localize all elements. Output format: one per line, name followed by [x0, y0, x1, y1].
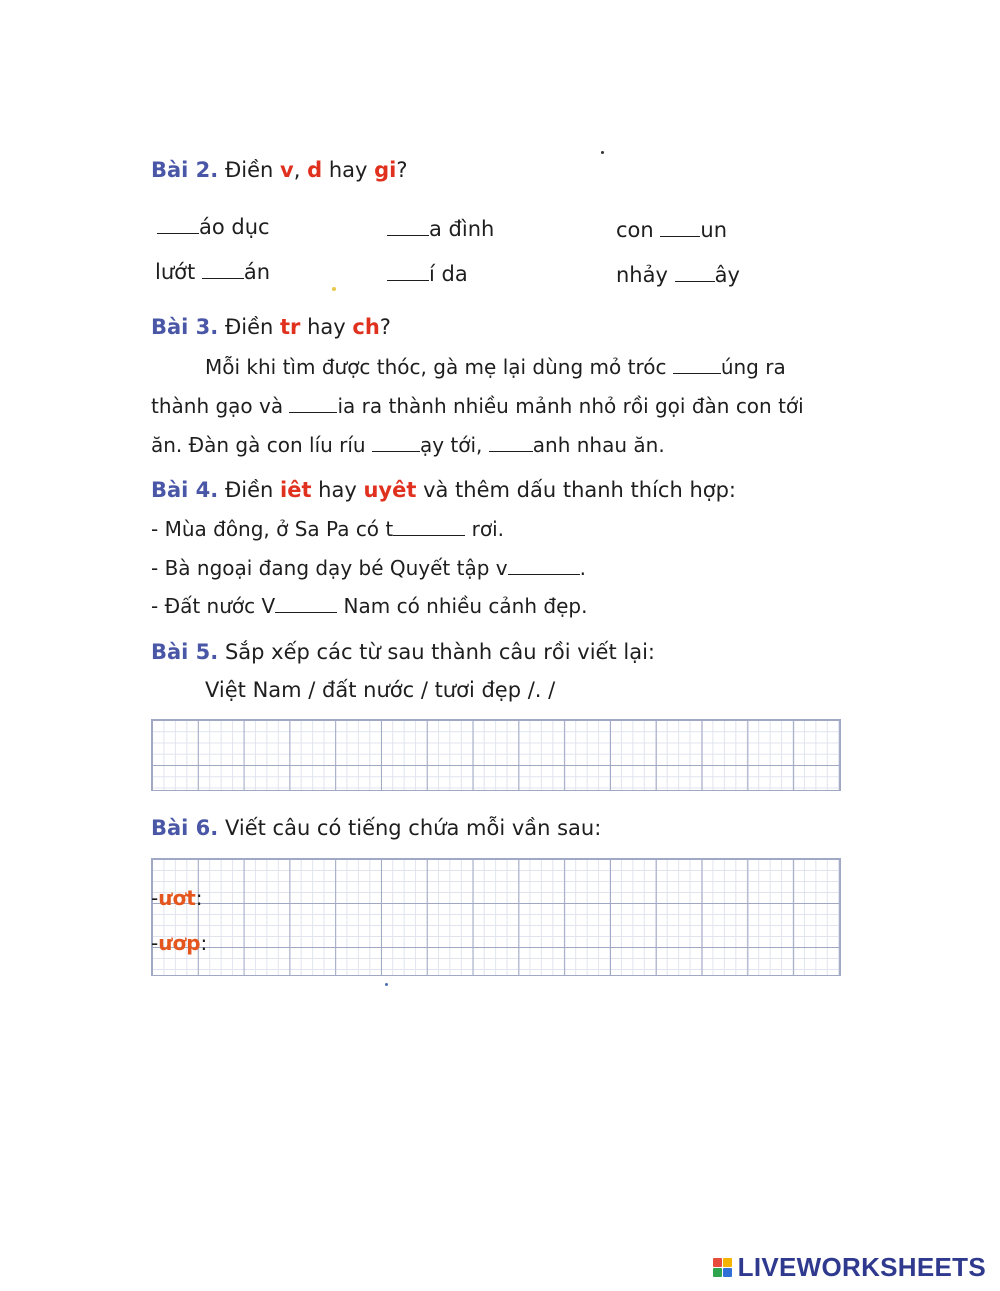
- answer-blank[interactable]: [660, 216, 700, 237]
- bai6-heading: Bài 6. Viết câu có tiếng chứa mỗi vần sau:: [151, 816, 602, 840]
- bai4-line-1: - Mùa đông, ở Sa Pa có t rơi.: [151, 517, 504, 541]
- bai5-heading: Bài 5. Sắp xếp các từ sau thành câu rồi viết lại:: [151, 640, 655, 664]
- scan-speck: [385, 983, 388, 986]
- bai2-item-6: nhảy ây: [616, 262, 740, 287]
- logo-mark-icon: [713, 1258, 732, 1277]
- bai3-label: Bài 3.: [151, 315, 219, 339]
- scan-speck: [332, 287, 336, 291]
- bai2-item-4: lướt án: [155, 259, 271, 284]
- bai6-label: Bài 6.: [151, 816, 219, 840]
- bai6-van-1: -ươt:: [151, 886, 203, 910]
- answer-blank[interactable]: [275, 593, 337, 613]
- bai2-item-3: con un: [616, 217, 728, 242]
- answer-blank[interactable]: [387, 215, 429, 236]
- answer-blank[interactable]: [675, 261, 715, 282]
- bai3-line-3: ăn. Đàn gà con líu ríu ạy tới, anh nhau ăn.: [151, 433, 665, 457]
- brand-name: LIVEWORKSHEETS: [737, 1252, 986, 1282]
- liveworksheets-logo[interactable]: [713, 1252, 986, 1283]
- answer-blank[interactable]: [387, 260, 429, 281]
- bai4-label: Bài 4.: [151, 478, 219, 502]
- answer-blank[interactable]: [673, 354, 721, 374]
- answer-blank[interactable]: [508, 555, 580, 575]
- answer-blank[interactable]: [289, 393, 337, 413]
- bai2-item-5: í da: [387, 260, 468, 286]
- bai3-line-2: thành gạo và ia ra thành nhiều mảnh nhỏ rồi gọi đàn con tới: [151, 394, 804, 418]
- bai5-words: Việt Nam / đất nước / tươi đẹp /. /: [205, 678, 556, 702]
- scan-speck: [601, 151, 604, 154]
- bai5-writing-grid[interactable]: [151, 719, 841, 791]
- answer-blank[interactable]: [157, 213, 199, 234]
- answer-blank[interactable]: [393, 516, 465, 536]
- bai2-heading: Bài 2. Điền v, d hay gi?: [151, 158, 408, 182]
- bai2-item-2: a đình: [387, 215, 494, 241]
- bai3-heading: Bài 3. Điền tr hay ch?: [151, 315, 391, 339]
- bai6-writing-grid[interactable]: [151, 858, 841, 976]
- bai4-heading: Bài 4. Điền iêt hay uyêt và thêm dấu thanh thích hợp:: [151, 478, 737, 502]
- bai6-van-2: -ươp:: [151, 931, 208, 955]
- bai4-line-2: - Bà ngoại đang dạy bé Quyết tập v .: [151, 556, 586, 580]
- bai2-item-1: áo dục: [157, 213, 270, 239]
- bai2-label: Bài 2.: [151, 158, 219, 182]
- bai4-line-3: - Đất nước V Nam có nhiều cảnh đẹp.: [151, 594, 588, 618]
- answer-blank[interactable]: [202, 258, 244, 279]
- answer-blank[interactable]: [372, 432, 420, 452]
- bai5-label: Bài 5.: [151, 640, 219, 664]
- bai3-line-1: Mỗi khi tìm được thóc, gà mẹ lại dùng mỏ tróc úng ra: [205, 355, 786, 379]
- answer-blank[interactable]: [489, 432, 533, 452]
